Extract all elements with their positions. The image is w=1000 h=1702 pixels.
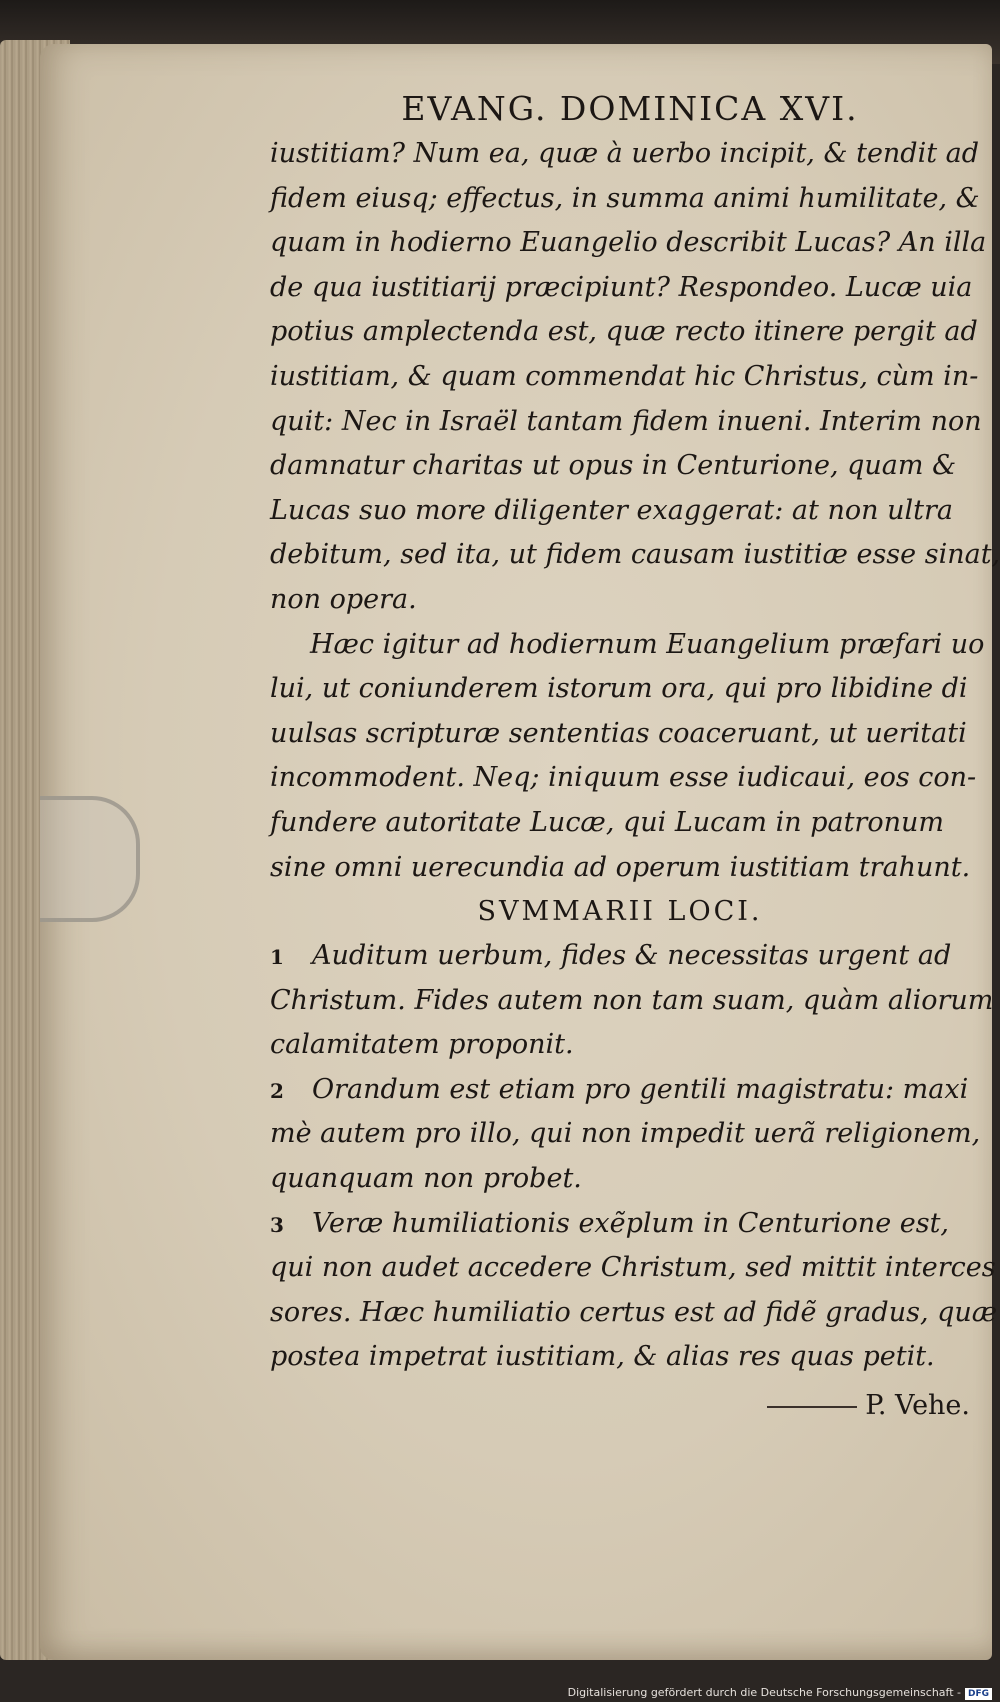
catchword: [270, 1380, 970, 1429]
dfg-logo: DFG: [965, 1688, 992, 1700]
text-line: quit: Nec in Israël tantam fidem inueni. Interim non: [270, 405, 982, 437]
text-line: qui non audet accedere Christum, sed mittit interces: [270, 1252, 996, 1284]
summary-item-1: [270, 934, 994, 1068]
text-line: Orandum est etiam pro gentili magistratu: maxi: [312, 1073, 969, 1105]
text-line: debitum, sed ita, ut fidem causam iustitiæ esse sinat,: [270, 539, 1000, 571]
catchword-text: P. Vehe.: [865, 1390, 970, 1422]
text-line: Auditum uerbum, fides & necessitas urgent ad: [312, 940, 952, 972]
page-text: [270, 86, 1000, 1429]
text-line: uulsas scripturæ sententias coaceruant, ut ueritati: [270, 717, 967, 749]
text-line: Christum. Fides autem non tam suam, quàm aliorum: [270, 984, 994, 1016]
text-line: mè autem pro illo, qui non impedit uerã religionem,: [270, 1118, 981, 1150]
page-clip: [40, 796, 140, 922]
text-line: de qua iustitiarij præcipiunt? Respondeo. Lucæ uia: [270, 271, 973, 303]
text-line: potius amplectenda est, quæ recto itinere pergit ad: [270, 316, 978, 348]
text-line: damnatur charitas ut opus in Centurione, quam &: [270, 450, 957, 482]
running-header: EVANG. DOMINICA XVI.: [401, 89, 859, 128]
text-line: iustitiam, & quam commendat hic Christus, cùm in-: [270, 360, 979, 392]
text-line: iustitiam? Num ea, quæ à uerbo incipit, & tendit ad: [270, 138, 980, 169]
text-line: quam in hodierno Euangelio describit Lucas? An illa: [270, 227, 987, 259]
paragraph-1: [270, 132, 1000, 623]
footer-text: Digitalisierung gefördert durch die Deutsche Forschungsgemeinschaft -: [567, 1686, 961, 1699]
text-line: fundere autoritate Lucæ, qui Lucam in patronum: [270, 806, 944, 838]
text-line: sores. Hæc humiliatio certus est ad fidẽ gradus, quæ: [270, 1296, 998, 1328]
text-line: quanquam non probet.: [270, 1163, 582, 1195]
text-line: non opera.: [270, 583, 417, 615]
text-line: calamitatem proponit.: [270, 1029, 574, 1061]
text-line: lui, ut coniunderem istorum ora, qui pro libidine di: [270, 673, 968, 705]
summary-number: 2: [270, 1078, 284, 1103]
text-line: Lucas suo more diligenter exaggerat: at non ultra: [270, 494, 953, 526]
text-line: sine omni uerecundia ad operum iustitiam trahunt.: [270, 851, 971, 883]
summary-title: SVMMARII LOCI.: [477, 896, 763, 928]
text-line: incommodent. Neq; iniquum esse iudicaui, eos con-: [270, 762, 977, 794]
paragraph-2: [270, 623, 985, 891]
summary-number: 1: [270, 945, 284, 970]
summary-number: 3: [270, 1212, 284, 1237]
text-line: Hæc igitur ad hodiernum Euangelium præfari uo: [310, 628, 985, 660]
catchword-dash: [767, 1406, 857, 1408]
text-line: Veræ humiliationis exẽplum in Centurione est,: [312, 1207, 950, 1239]
text-line: fidem eiusq; effectus, in summa animi humilitate, &: [270, 182, 980, 214]
summary-item-3: [270, 1202, 998, 1380]
digitization-footer: [568, 1686, 992, 1700]
text-line: postea impetrat iustitiam, & alias res quas petit.: [270, 1341, 935, 1373]
summary-item-2: [270, 1068, 981, 1202]
